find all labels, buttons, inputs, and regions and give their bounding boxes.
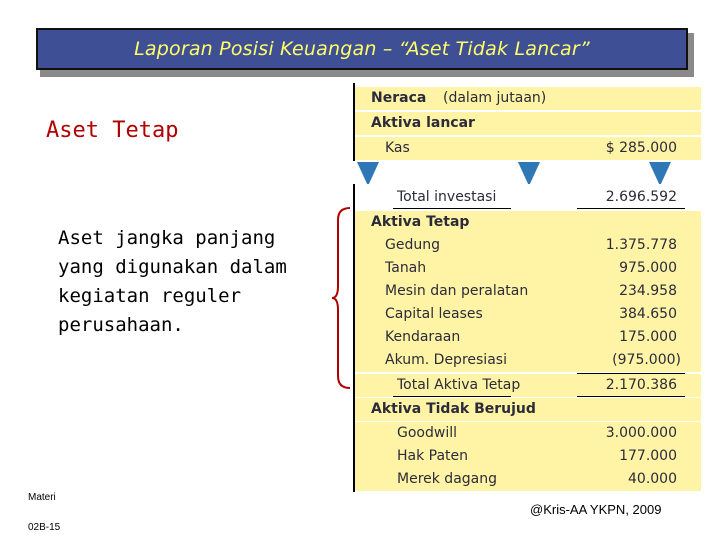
underline [393, 396, 511, 397]
row-value: 234.958 [619, 283, 677, 299]
underline [577, 396, 685, 397]
row-label: Gedung [385, 237, 440, 253]
row-value: 177.000 [619, 448, 677, 464]
row-label: Akum. Depresiasi [385, 352, 507, 368]
total-fixed-row [355, 374, 701, 397]
balance-sheet-bottom [353, 184, 703, 492]
row-label: Total Aktiva Tetap [397, 377, 521, 393]
definition-text: Aset jangka panjang yang digunakan dalam kegiatan reguler perusahaan. [58, 227, 287, 336]
slide-title: Laporan Posisi Keuangan – “Aset Tidak Lancar” [134, 38, 590, 60]
row-value: 40.000 [628, 471, 677, 487]
table-row [355, 303, 701, 326]
underline [393, 208, 511, 209]
section-row-current [355, 112, 701, 135]
section-heading: Aset Tetap [46, 118, 179, 143]
table-row [355, 326, 701, 349]
row-value: 2.170.386 [605, 377, 677, 393]
section-label: Aktiva Tidak Berujud [371, 401, 536, 417]
table-row [355, 137, 701, 160]
row-label: Tanah [385, 260, 427, 276]
row-label: Merek dagang [397, 471, 498, 487]
table-row [355, 422, 701, 445]
row-label: Total investasi [397, 189, 497, 205]
table-row [355, 445, 701, 468]
arrow-down-icon [357, 162, 379, 186]
table-title-note: (dalam jutaan) [443, 90, 547, 106]
row-label: Mesin dan peralatan [385, 283, 529, 299]
row-value: 175.000 [619, 329, 677, 345]
section-row-fixed [355, 211, 701, 234]
table-row [355, 349, 701, 372]
row-value: 975.000 [619, 260, 677, 276]
footer-materi: Materi [28, 492, 56, 503]
balance-sheet-top [353, 83, 703, 161]
row-label: Kendaraan [385, 329, 461, 345]
table-row [355, 234, 701, 257]
section-label: Aktiva lancar [371, 115, 475, 131]
table-row [355, 257, 701, 280]
arrow-down-icon [518, 162, 540, 186]
table-title-row [355, 87, 701, 110]
table-row [355, 468, 701, 491]
section-row-intangible [355, 398, 701, 421]
curly-brace-icon [330, 206, 352, 390]
arrow-down-icon [649, 162, 671, 186]
row-label: Hak Paten [397, 448, 469, 464]
footer-code: 02B-15 [28, 522, 61, 533]
table-row [355, 280, 701, 303]
title-banner [36, 28, 688, 70]
row-label: Goodwill [397, 425, 457, 441]
row-value: 1.375.778 [605, 237, 677, 253]
row-value: (975.000) [612, 352, 681, 368]
table-title: Neraca [371, 90, 427, 106]
row-value: 2.696.592 [605, 189, 677, 205]
row-label: Kas [385, 140, 410, 156]
section-label: Aktiva Tetap [371, 214, 470, 230]
footer-copyright: @Kris-AA YKPN, 2009 [530, 502, 662, 517]
row-label: Capital leases [385, 306, 483, 322]
total-investasi-row [355, 186, 701, 209]
row-value: 384.650 [619, 306, 677, 322]
underline [577, 208, 685, 209]
row-value: 3.000.000 [605, 425, 677, 441]
row-value: $ 285.000 [605, 140, 677, 156]
